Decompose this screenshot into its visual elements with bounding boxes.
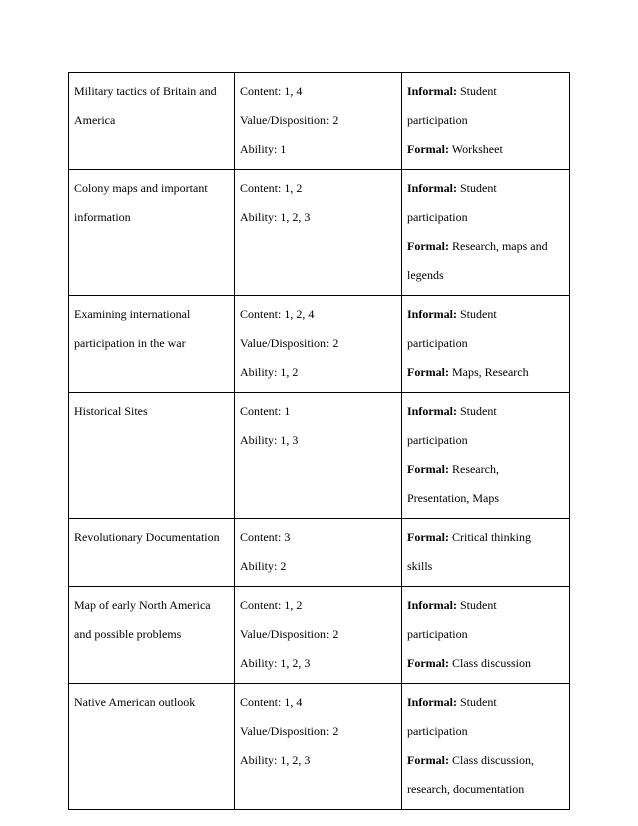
assessment-line [407,135,564,164]
assessment-line [407,717,564,746]
assessment-text: Student [457,181,497,195]
objective-line: Ability: 1, 2 [240,365,299,379]
assessment-type-label: Formal: [407,753,449,767]
objective-line: Content: 1 [240,404,291,418]
topic-line: Historical Sites [74,404,148,418]
topic-cell [69,296,235,393]
objectives-cell [235,519,402,587]
objectives-cell [235,393,402,519]
assessment-text: Maps, Research [448,365,529,379]
assessment-text: Student [457,84,497,98]
assessment-type-label: Formal: [407,365,449,379]
objective-line: Ability: 1 [240,142,287,156]
objective-line: Content: 1, 4 [240,695,303,709]
objective-line: Content: 1, 2 [240,181,303,195]
assessment-text: research, documentation [407,782,525,796]
objective-line: Content: 1, 2, 4 [240,307,315,321]
assessment-text: participation [407,627,468,641]
assessment-line [407,329,564,358]
topic-line: Native American outlook [74,695,196,709]
assessment-line [407,484,564,513]
objective-line: Ability: 1, 2, 3 [240,656,311,670]
assessment-text: Class discussion [448,656,531,670]
topic-line: Colony maps and important [74,181,208,195]
objective-line: Content: 1, 2 [240,598,303,612]
topic-cell [69,73,235,170]
assessment-type-label: Informal: [407,404,457,418]
assessment-line [407,77,564,106]
assessment-type-label: Informal: [407,84,457,98]
objectives-cell [235,296,402,393]
assessment-type-label: Formal: [407,239,449,253]
assessment-type-label: Informal: [407,695,457,709]
assessment-text: Class discussion, [448,753,534,767]
assessment-line [407,523,564,552]
topic-cell [69,393,235,519]
assessment-type-label: Formal: [407,462,449,476]
topic-cell [69,684,235,810]
topic-line: participation in the war [74,336,186,350]
topic-line: Map of early North America [74,598,211,612]
objective-line: Content: 1, 4 [240,84,303,98]
objective-line: Ability: 1, 2, 3 [240,210,311,224]
topic-line: and possible problems [74,627,182,641]
table-row [69,684,570,810]
assessment-cell [402,519,570,587]
assessment-line [407,203,564,232]
table-row [69,296,570,393]
assessment-cell [402,393,570,519]
assessment-line [407,300,564,329]
table-row [69,73,570,170]
assessment-text: Critical thinking [448,530,531,544]
objective-line: Value/Disposition: 2 [240,113,339,127]
assessment-text: participation [407,336,468,350]
assessment-text: Research, [448,462,499,476]
assessment-cell [402,73,570,170]
assessment-line [407,174,564,203]
topic-cell [69,170,235,296]
assessment-line [407,358,564,387]
assessment-text: Research, maps and [448,239,548,253]
objective-line: Content: 3 [240,530,291,544]
assessment-type-label: Formal: [407,656,449,670]
assessment-line [407,455,564,484]
objectives-cell [235,684,402,810]
table-row [69,170,570,296]
table-row [69,519,570,587]
assessment-text: Presentation, Maps [407,491,499,505]
assessment-cell [402,296,570,393]
assessment-type-label: Formal: [407,142,449,156]
objectives-cell [235,170,402,296]
table-row [69,587,570,684]
assessment-text: participation [407,210,468,224]
assessment-text: Student [457,404,497,418]
assessment-line [407,397,564,426]
assessment-line [407,106,564,135]
assessment-text: participation [407,113,468,127]
assessment-line [407,649,564,678]
assessment-text: participation [407,433,468,447]
assessment-line [407,688,564,717]
lesson-plan-table-body [69,73,570,810]
topic-line: information [74,210,131,224]
objectives-cell [235,73,402,170]
objective-line: Ability: 2 [240,559,287,573]
assessment-cell [402,170,570,296]
assessment-text: Student [457,307,497,321]
objective-line: Value/Disposition: 2 [240,627,339,641]
objective-line: Ability: 1, 2, 3 [240,753,311,767]
assessment-line [407,775,564,804]
assessment-cell [402,587,570,684]
topic-cell [69,519,235,587]
assessment-type-label: Informal: [407,598,457,612]
assessment-text: legends [407,268,444,282]
assessment-cell [402,684,570,810]
objective-line: Value/Disposition: 2 [240,336,339,350]
assessment-line [407,426,564,455]
assessment-type-label: Informal: [407,181,457,195]
assessment-text: skills [407,559,433,573]
assessment-line [407,552,564,581]
topic-line: Military tactics of Britain and [74,84,217,98]
assessment-text: participation [407,724,468,738]
topic-line: America [74,113,116,127]
assessment-line [407,232,564,261]
assessment-line [407,746,564,775]
assessment-text: Student [457,598,497,612]
table-row [69,393,570,519]
assessment-text: Worksheet [448,142,503,156]
topic-line: Examining international [74,307,191,321]
assessment-type-label: Formal: [407,530,449,544]
assessment-text: Student [457,695,497,709]
topic-cell [69,587,235,684]
objective-line: Value/Disposition: 2 [240,724,339,738]
assessment-line [407,620,564,649]
assessment-line [407,591,564,620]
topic-line: Revolutionary Documentation [74,530,220,544]
assessment-type-label: Informal: [407,307,457,321]
objective-line: Ability: 1, 3 [240,433,299,447]
assessment-line [407,261,564,290]
objectives-cell [235,587,402,684]
lesson-plan-table [68,72,570,810]
